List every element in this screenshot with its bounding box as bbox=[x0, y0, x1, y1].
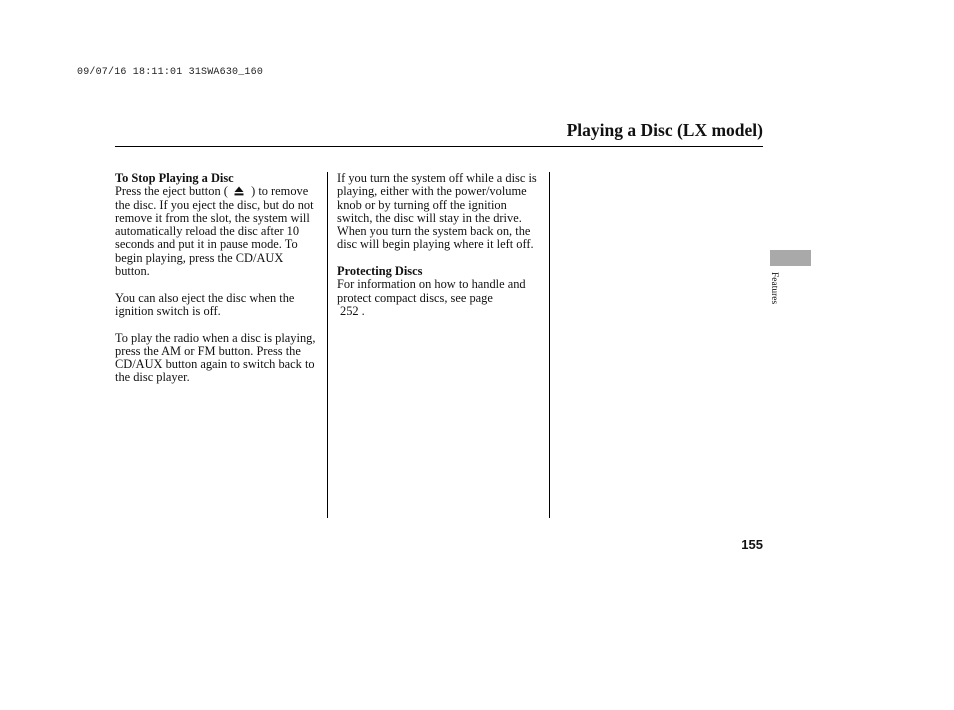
paragraph-protecting-discs bbox=[337, 265, 543, 318]
heading-stop-playing: To Stop Playing a Disc bbox=[115, 171, 234, 185]
heading-protecting-discs: Protecting Discs bbox=[337, 264, 423, 279]
title-rule bbox=[115, 146, 763, 147]
eject-text-before: Press the eject button ( bbox=[115, 184, 228, 199]
print-timestamp: 09/07/16 18:11:01 31SWA630_160 bbox=[77, 67, 264, 78]
column-divider-2 bbox=[549, 172, 550, 518]
column-divider-1 bbox=[327, 172, 328, 518]
paragraph-radio-switch: To play the radio when a disc is playing, press the AM or FM button. Press the CD/AUX button again to switch back to the disc player. bbox=[115, 330, 316, 385]
page-number: 155 bbox=[741, 537, 763, 552]
paragraph-system-off: If you turn the system off while a disc is playing, either with the power/volume knob or by turning off the ignition switch, the disc will stay in the drive. When you turn the system back on, the disc will begin playing where it left off. bbox=[337, 171, 537, 252]
eject-text-after: ) to remove the disc. If you eject the disc, but do not remove it from the slot, the system will automatically reload the disc after 10 seconds and put it in pause mode. To begin playing, press the CD/AUX button. bbox=[115, 184, 314, 279]
eject-icon bbox=[231, 185, 248, 198]
protecting-discs-text: For information on how to handle and protect compact discs, see page bbox=[337, 277, 526, 305]
section-tab-marker bbox=[770, 250, 811, 266]
column-2 bbox=[337, 172, 543, 332]
paragraph-stop-playing bbox=[115, 172, 321, 278]
paragraph-ignition-eject: You can also eject the disc when the ignition switch is off. bbox=[115, 290, 295, 318]
page-reference: 252 . bbox=[340, 303, 365, 318]
page-title: Playing a Disc (LX model) bbox=[566, 120, 763, 140]
section-tab-label: Features bbox=[769, 272, 779, 305]
column-1 bbox=[115, 172, 321, 398]
